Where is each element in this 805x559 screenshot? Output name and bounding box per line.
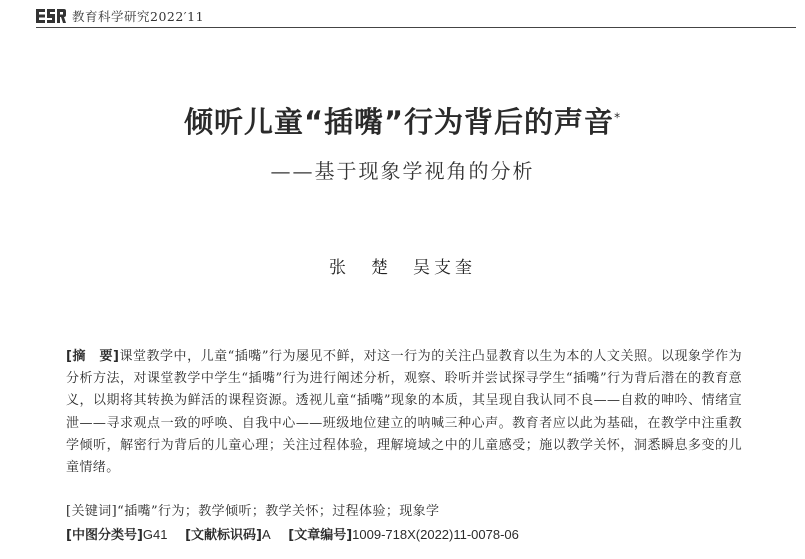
abstract (66, 346, 742, 479)
article-subtitle: ——基于现象学视角的分析 (270, 159, 535, 183)
header-rule (36, 27, 796, 28)
doc-code-value: A (261, 527, 271, 542)
esr-logo-icon (36, 8, 66, 24)
article-number-label: [文章编号] (288, 528, 353, 543)
journal-issue: 教育科学研究2022′11 (72, 9, 205, 24)
doc-code-label: [文献标识码] (185, 528, 262, 543)
running-header (36, 6, 796, 26)
clc-label: [中图分类号] (66, 528, 143, 543)
authors: 张 楚 吴支奎 (329, 258, 476, 278)
article-number-value: 1009-718X(2022)11-0078-06 (352, 527, 519, 542)
abstract-label: [摘 要] (66, 349, 120, 364)
keywords (66, 500, 746, 519)
article-title (0, 100, 805, 141)
article-meta (66, 524, 746, 543)
journal-logo (36, 6, 66, 26)
keywords-text: “插嘴”行为；教学倾听；教学关怀；过程体验；现象学 (117, 504, 440, 519)
abstract-text: 课堂教学中，儿童“插嘴”行为屡见不鲜，对这一行为的关注凸显教育以生为本的人文关照。以现象学作为分析方法，对课堂教学中学生“插嘴”行为进行阐述分析，观察、聆听并尝试探寻学生“插嘴”行为背后潜在的教育意义，以期将其转换为鲜活的课程资源。透视儿童“插嘴”现象的本质，其呈现自我认同不良——自救的呻吟、情绪宣泄——寻求观点一致的呼唤、自我中心——班级地位建立的呐喊三种心声。教育者应以此为基础，在教学中注重教学倾听，解密行为背后的儿童心理；关注过程体验，理解境域之中的儿童感受；施以教学关怀，洞悉瞬息多变的儿童情绪。 (66, 349, 742, 476)
footnote-mark: * (614, 110, 622, 125)
clc-value: G41 (142, 527, 168, 542)
title-text: 倾听儿童“插嘴”行为背后的声音 (183, 105, 615, 139)
keywords-label: [关键词] (66, 504, 118, 519)
